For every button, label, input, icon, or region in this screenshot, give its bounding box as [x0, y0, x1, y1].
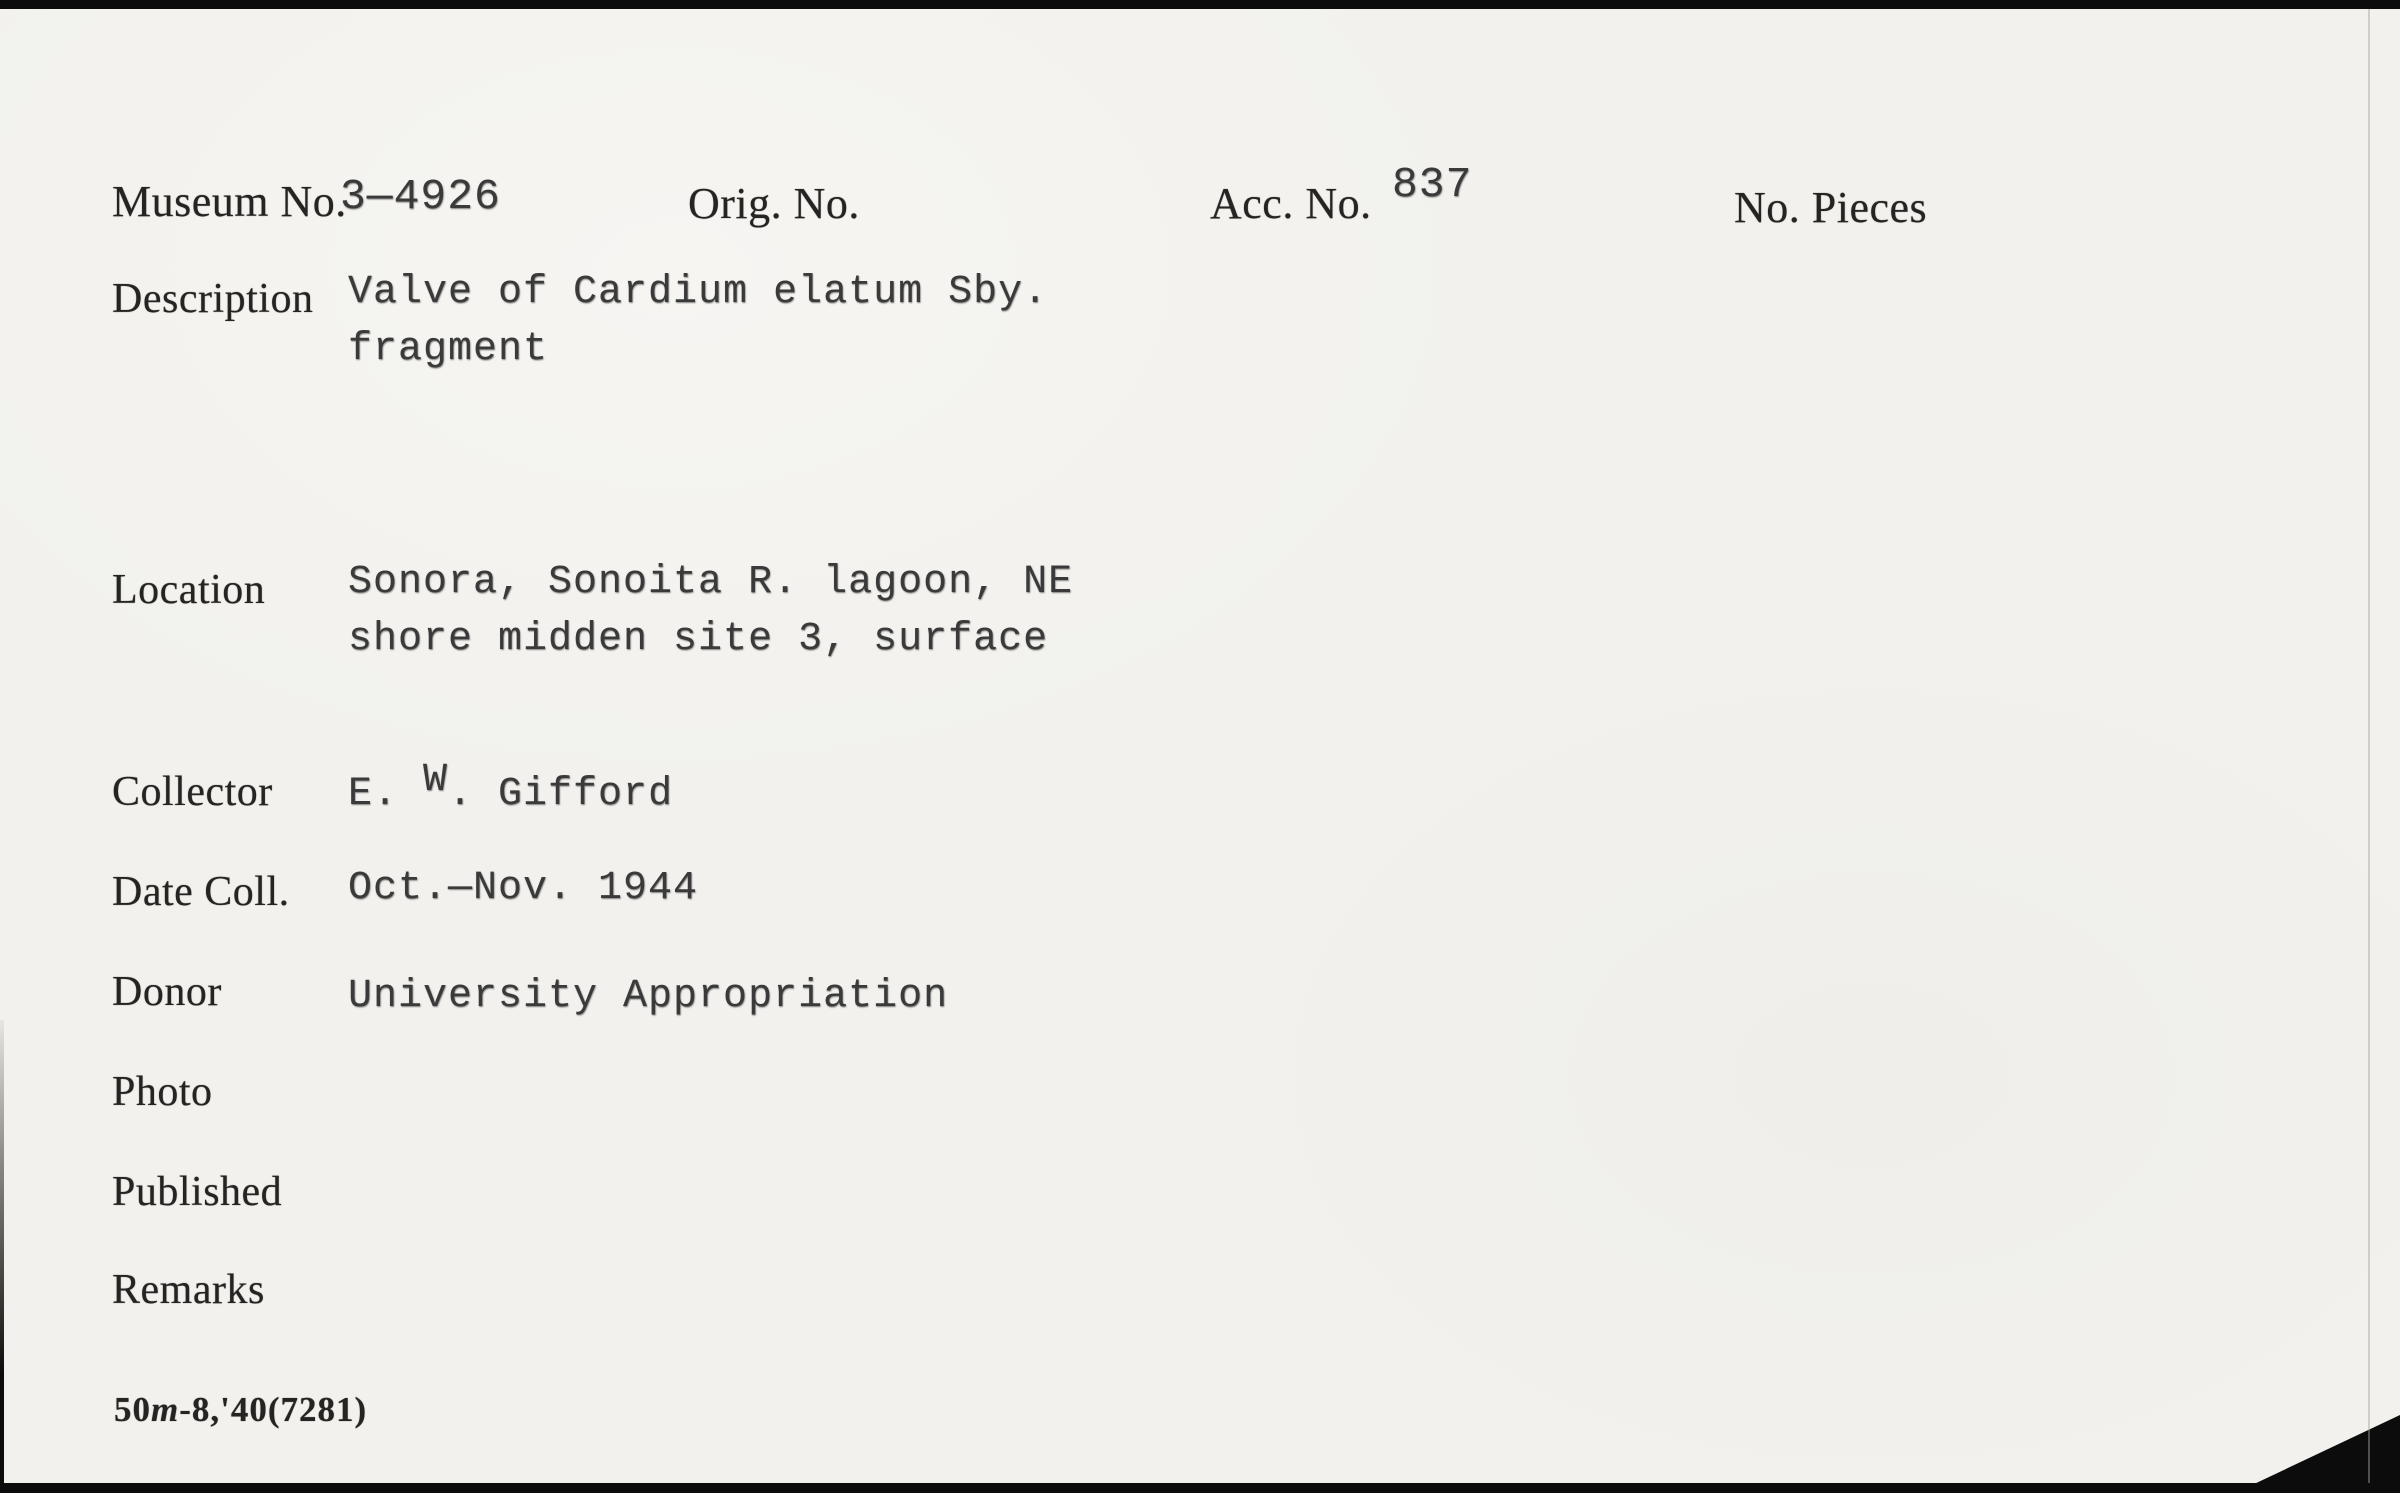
scan-edge-top	[0, 0, 2400, 9]
imprint-post: -8,'40(7281)	[179, 1390, 368, 1429]
location-line-2: shore midden site 3, surface	[348, 617, 1049, 662]
printer-imprint	[114, 1390, 367, 1430]
museum-no-label: Museum No.	[112, 177, 347, 226]
description-line-1: Valve of Cardium elatum Sby.	[348, 270, 1049, 315]
collector-value-raised-w: W	[423, 758, 449, 803]
scan-edge-bottom	[0, 1483, 2400, 1493]
remarks-label: Remarks	[112, 1267, 265, 1313]
acc-no-label: Acc. No.	[1210, 179, 1372, 228]
imprint-italic-m: m	[151, 1390, 180, 1429]
location-line-1: Sonora, Sonoita R. lagoon, NE	[348, 560, 1074, 605]
collector-value-post: . Gifford	[448, 772, 674, 817]
donor-label: Donor	[112, 969, 222, 1015]
no-pieces-label: No. Pieces	[1734, 183, 1928, 232]
imprint-pre: 50	[114, 1390, 151, 1429]
photo-label: Photo	[112, 1069, 213, 1115]
location-label: Location	[112, 567, 266, 613]
description-line-2: fragment	[348, 327, 549, 372]
scan-edge-left	[0, 1020, 4, 1493]
scan-corner-bottom-right	[2252, 1415, 2400, 1485]
description-label: Description	[112, 276, 314, 322]
donor-value: University Appropriation	[348, 974, 949, 1019]
collector-value	[348, 758, 674, 817]
published-label: Published	[112, 1169, 283, 1215]
date-coll-label: Date Coll.	[112, 869, 290, 915]
collector-value-pre: E.	[348, 772, 424, 817]
collector-label: Collector	[112, 769, 273, 815]
orig-no-label: Orig. No.	[688, 179, 860, 228]
acc-no-value: 837	[1392, 160, 1473, 209]
card-right-edge-seam	[2368, 9, 2370, 1483]
date-coll-value: Oct.—Nov. 1944	[348, 866, 699, 911]
museum-no-value: 3—4926	[340, 172, 501, 221]
